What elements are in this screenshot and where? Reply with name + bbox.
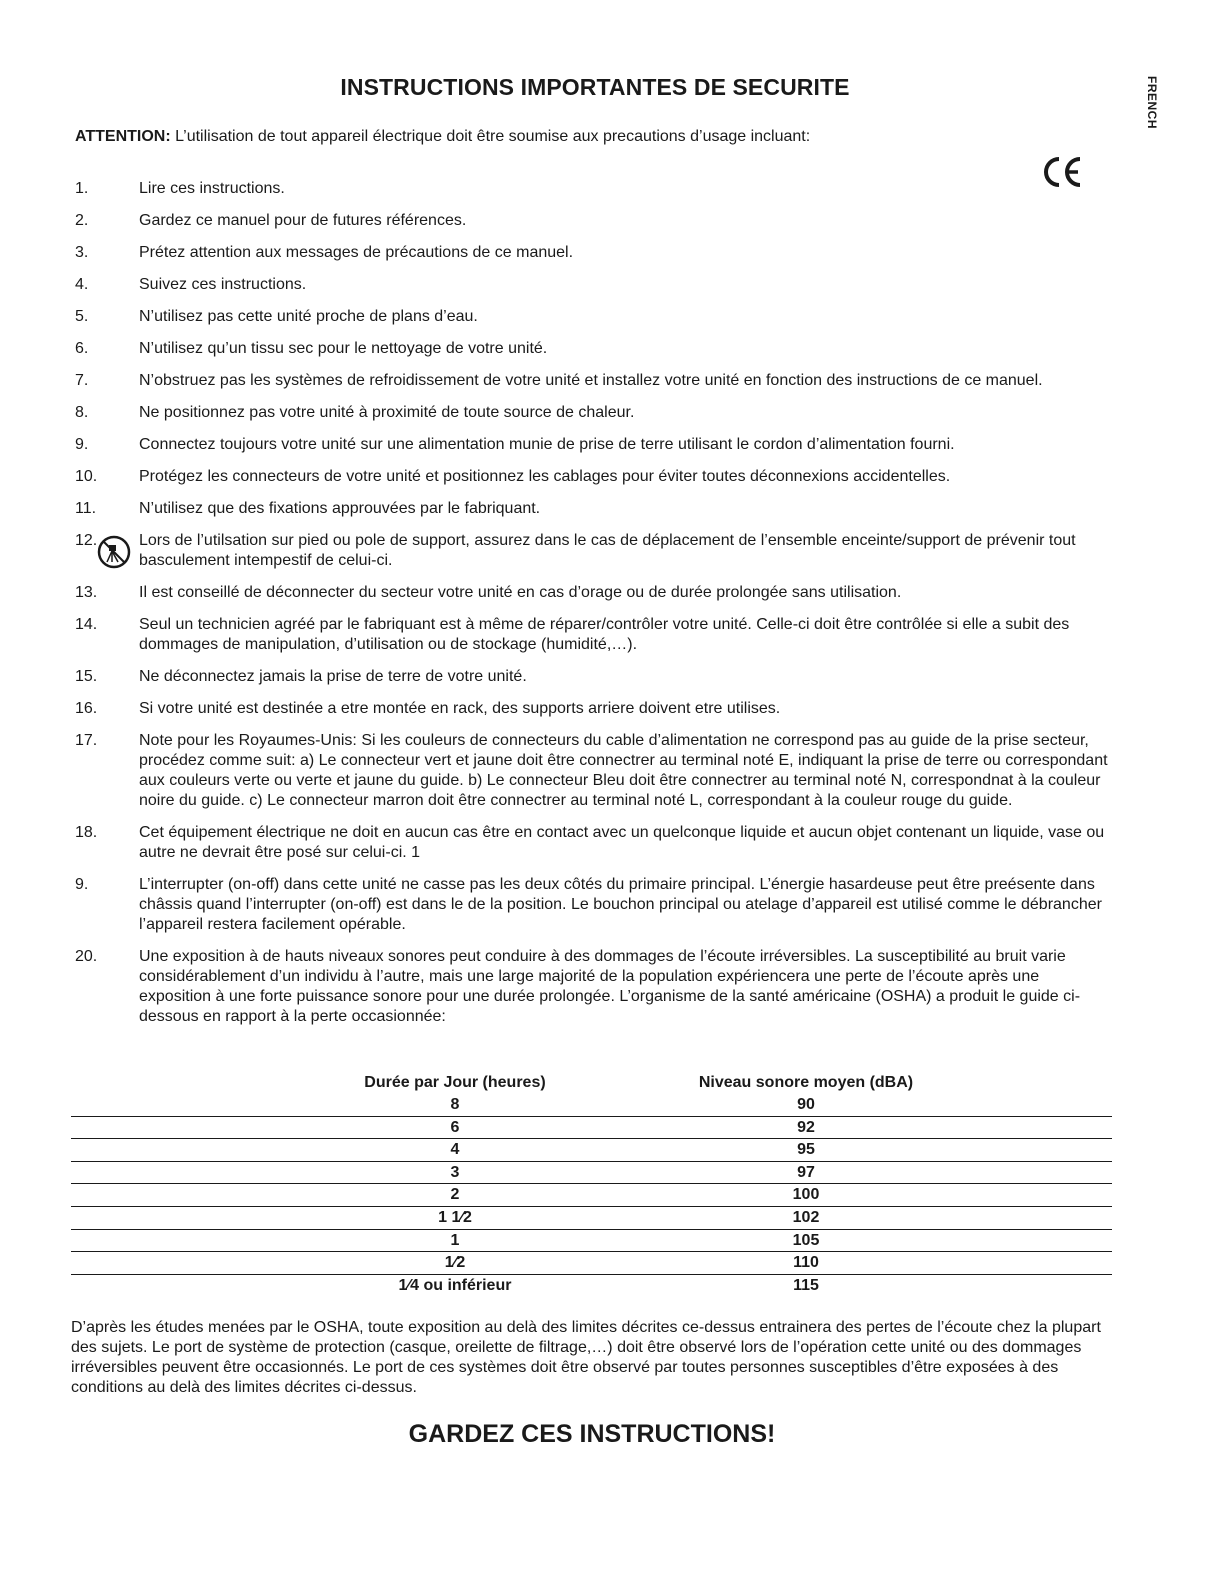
level-cell: 105 [792, 1231, 820, 1249]
attention-note [75, 128, 810, 146]
table-row [71, 1117, 1112, 1140]
tripod-tip-over-warning-icon [97, 535, 131, 569]
table-row [71, 1184, 1112, 1207]
item-number: 15. [75, 668, 98, 685]
item-text: N’utilisez pas cette unité proche de plans d’eau. [139, 308, 478, 325]
instruction-item [75, 467, 1115, 487]
item-text: Cet équipement électrique ne doit en aucun cas être en contact avec un quelconque liquide et aucun objet contenant un liquide, vase ou autre ne devrait être posé sur celui-ci. 1 [139, 824, 1105, 861]
item-text: Connectez toujours votre unité sur une alimentation munie de prise de terre utilisant le cordon d’alimentation fourni. [139, 436, 955, 453]
table-row [71, 1252, 1112, 1275]
instruction-item [75, 307, 1115, 327]
table-row [71, 1094, 1112, 1117]
osha-paragraph: D’après les études menées par le OSHA, toute exposition au delà des limites décrites ce-dessus entrainera des pertes de l’écoute chez la plupart des sujets. Le port de système de protection (casque, oreilette de filtrage,…) doit être observé lors de l’opération cette unité ou des dommages irréversibles peuvent être occasionnés. Le port de ces systèmes doit être observé par toutes personnes susceptibles d’être exposées à des conditions au delà des limites décrites ci-dessus. [71, 1319, 1101, 1396]
duration-cell: 1⁄4 ou inférieur [398, 1276, 512, 1294]
instruction-item [75, 875, 1115, 935]
item-text: Note pour les Royaumes-Unis: Si les couleurs de connecteurs du cable d’alimentation ne correspond pas au guide de la prise secteur, procédez comme suit: a) Le connecteur vert et jaune doit être connectrer au terminal noté E, indiquant la prise de terre ou correspondant aux couleurs verte ou verte et jaune du guide. b) Le connecteur Bleu doit être connectrer au terminal noté N, correspondnat à la couleur noire du guide. c) Le connecteur marron doit être connectrer au terminal noté L, correspondant à la couleur rouge du guide. [139, 732, 1108, 809]
item-text: Une exposition à de hauts niveaux sonores peut conduire à des dommages de l’écoute irréversibles. La susceptibilité au bruit varie considérablement d’un individu à l’autre, mais une large majorité de la population expériencera une perte de l’écoute après une exposition à une forte puissance sonore pour une durée prolongée. L’organisme de la santé américaine (OSHA) a produit le guide ci-dessous en rapport à la perte occasionnée: [139, 948, 1081, 1025]
duration-cell: 8 [450, 1096, 460, 1113]
instruction-item [75, 699, 1115, 719]
instruction-item [75, 667, 1115, 687]
item-text: Ne déconnectez jamais la prise de terre de votre unité. [139, 668, 527, 685]
item-text: Seul un technicien agréé par le fabriquant est à même de réparer/contrôler votre unité. Celle-ci doit être contrôlée si elle a subit des dommages de manipulation, d’utilisation ou de stockage (humidité,…). [139, 616, 1070, 653]
item-number: 7. [75, 372, 89, 389]
item-number: 2. [75, 212, 89, 229]
item-number: 3. [75, 244, 89, 261]
instruction-item [75, 531, 1115, 571]
duration-cell: 6 [450, 1118, 460, 1136]
item-text: Il est conseillé de déconnecter du secteur votre unité en cas d’orage ou de durée prolongée sans utilisation. [139, 584, 902, 601]
level-cell: 90 [797, 1096, 815, 1113]
table-header-row [71, 1072, 1112, 1094]
table-row [71, 1275, 1112, 1297]
attention-label: ATTENTION: [75, 128, 171, 145]
instruction-item [75, 403, 1115, 423]
instruction-item [75, 371, 1115, 391]
item-text: N’utilisez qu’un tissu sec pour le nettoyage de votre unité. [139, 340, 548, 357]
item-text: Si votre unité est destinée a etre montée en rack, des supports arriere doivent etre utilises. [139, 700, 781, 717]
table-row [71, 1162, 1112, 1185]
level-cell: 115 [793, 1276, 819, 1294]
footer-title: GARDEZ CES INSTRUCTIONS! [408, 1420, 776, 1448]
item-number: 6. [75, 340, 89, 357]
instruction-item [75, 731, 1115, 811]
instruction-item [75, 211, 1115, 231]
level-cell: 92 [797, 1118, 815, 1136]
table-row [71, 1230, 1112, 1253]
duration-cell: 1 [450, 1231, 460, 1249]
item-number: 5. [75, 308, 89, 325]
level-cell: 97 [797, 1163, 815, 1181]
item-text: Lire ces instructions. [139, 180, 285, 197]
instruction-item [75, 243, 1115, 263]
item-text: Prétez attention aux messages de précautions de ce manuel. [139, 244, 574, 261]
item-number: 11. [75, 500, 97, 517]
item-text: Ne positionnez pas votre unité à proximité de toute source de chaleur. [139, 404, 635, 421]
item-number: 20. [75, 948, 98, 965]
attention-text: L’utilisation de tout appareil électrique doit être soumise aux precautions d’usage incluant: [170, 128, 811, 145]
item-number: 9. [75, 876, 89, 893]
table-row [71, 1207, 1112, 1230]
instruction-list [75, 179, 1115, 1039]
column-header-duration: Durée par Jour (heures) [364, 1074, 546, 1091]
instruction-item [75, 275, 1115, 295]
instruction-item [75, 339, 1115, 359]
item-text: Protégez les connecteurs de votre unité et positionnez les cablages pour éviter toutes déconnexions accidentelles. [139, 468, 951, 485]
level-cell: 110 [793, 1254, 819, 1272]
item-text: N’obstruez pas les systèmes de refroidissement de votre unité et installez votre unité en fonction des instructions de ce manuel. [139, 372, 1043, 389]
item-text: Lors de l’utilsation sur pied ou pole de support, assurez dans le cas de déplacement de l’ensemble enceinte/support de prévenir tout basculement intempestif de celui-ci. [139, 532, 1076, 569]
instruction-item [75, 499, 1115, 519]
item-text: N’utilisez que des fixations approuvées par le fabriquant. [139, 500, 541, 517]
duration-cell: 4 [450, 1141, 460, 1159]
level-cell: 102 [792, 1208, 820, 1226]
item-number: 13. [75, 584, 98, 601]
instruction-item [75, 615, 1115, 655]
item-text: Suivez ces instructions. [139, 276, 307, 293]
level-cell: 100 [792, 1186, 820, 1204]
column-header-level: Niveau sonore moyen (dBA) [698, 1074, 914, 1091]
instruction-item [75, 435, 1115, 455]
item-number: 4. [75, 276, 89, 293]
item-number: 9. [75, 436, 89, 453]
item-number: 17. [75, 732, 98, 749]
page-title: INSTRUCTIONS IMPORTANTES DE SECURITE [340, 74, 850, 100]
level-cell: 95 [797, 1141, 815, 1159]
duration-cell: 2 [450, 1186, 460, 1204]
language-tab: FRENCH [1145, 76, 1159, 129]
duration-cell: 1⁄2 [444, 1254, 466, 1272]
instruction-item [75, 823, 1115, 863]
item-number: 12. [75, 532, 98, 549]
item-number: 8. [75, 404, 89, 421]
instruction-item [75, 583, 1115, 603]
instruction-item [75, 179, 1115, 199]
item-number: 10. [75, 468, 98, 485]
duration-cell: 1 1⁄2 [438, 1208, 472, 1226]
item-text: L’interrupter (on-off) dans cette unité ne casse pas les deux côtés du primaire principal. L’énergie hasardeuse peut être preésente dans châssis quand l’interrupter (on-off) est dans le de la position. Le bouchon principal ou atelage d’appareil est utilisé comme le débrancher l’appareil restera facilement opérable. [139, 876, 1102, 933]
duration-cell: 3 [450, 1163, 460, 1181]
instruction-item [75, 947, 1115, 1027]
item-number: 16. [75, 700, 98, 717]
table-row [71, 1139, 1112, 1162]
item-number: 14. [75, 616, 98, 633]
noise-exposure-table [71, 1072, 1112, 1296]
item-text: Gardez ce manuel pour de futures références. [139, 212, 467, 229]
item-number: 18. [75, 824, 98, 841]
item-number: 1. [75, 180, 89, 197]
